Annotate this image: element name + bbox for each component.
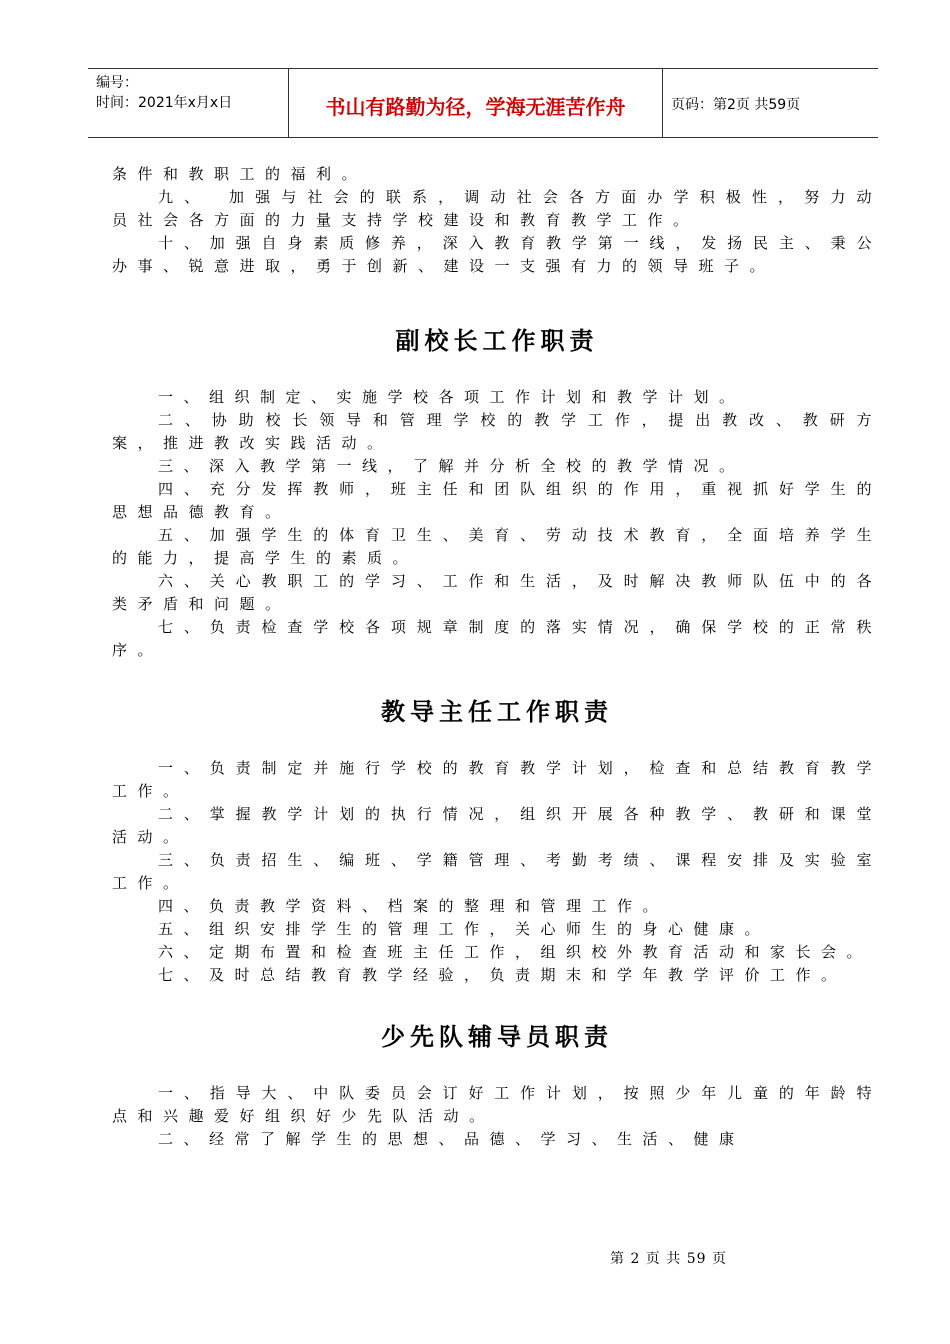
body-paragraph: 条件和教职工的福利。 [112, 165, 368, 183]
section-title: 少先队辅导员职责 [381, 1023, 613, 1051]
header-motto: 书山有路勤为径，学海无涯苦作舟 [325, 95, 626, 119]
section-title: 副校长工作职责 [395, 327, 599, 355]
page-footer: 第 2 页 共 59 页 [610, 1251, 727, 1267]
header-meta [96, 73, 232, 113]
duty-item: 二、协助校长领导和管理学校的教学工作，提出教改、教研方案，推进教改实践活动。 [112, 411, 882, 452]
body-paragraph: 九、 加强与社会的联系，调动社会各方面办学积极性，努力动员社会各方面的力量支持学校建设和教育教学工作。 [112, 188, 882, 229]
duty-item: 一、负责制定并施行学校的教育教学计划，检查和总结教育教学工作。 [112, 759, 882, 800]
duty-item: 二、经常了解学生的思想、品德、学习、生活、健康 [158, 1130, 745, 1148]
section-title: 教导主任工作职责 [381, 698, 613, 726]
body-paragraph: 十、加强自身素质修养，深入教育教学第一线，发扬民主、秉公办事、锐意进取，勇于创新、建设一支强有力的领导班子。 [112, 234, 882, 275]
header-page-info: 页码：第2页 共59页 [671, 97, 801, 113]
duty-item: 一、组织制定、实施学校各项工作计划和教学计划。 [158, 388, 745, 406]
document-body [112, 163, 882, 1151]
code-label: 编号： [96, 75, 138, 91]
duty-item: 二、掌握教学计划的执行情况，组织开展各种教学、教研和课堂活动。 [112, 805, 882, 846]
duty-item: 五、组织安排学生的管理工作，关心师生的身心健康。 [158, 920, 771, 938]
time-label: 时间：2021年x月x日 [96, 95, 233, 111]
duty-item: 六、定期布置和检查班主任工作，组织校外教育活动和家长会。 [158, 943, 873, 961]
duty-item: 三、深入教学第一线，了解并分析全校的教学情况。 [158, 457, 745, 475]
duty-item: 七、及时总结教育教学经验，负责期末和学年教学评价工作。 [158, 966, 847, 984]
duty-item: 六、关心教职工的学习、工作和生活，及时解决教师队伍中的各类矛盾和问题。 [112, 572, 882, 613]
duty-item: 四、充分发挥教师，班主任和团队组织的作用，重视抓好学生的思想品德教育。 [112, 480, 882, 521]
duty-item: 一、指导大、中队委员会订好工作计划，按照少年儿童的年龄特点和兴趣爱好组织好少先队活动。 [112, 1084, 882, 1125]
document-header [88, 68, 878, 138]
duty-item: 五、加强学生的体育卫生、美育、劳动技术教育，全面培养学生的能力，提高学生的素质。 [112, 526, 882, 567]
duty-item: 七、负责检查学校各项规章制度的落实情况，确保学校的正常秩序。 [112, 618, 882, 659]
duty-item: 三、负责招生、编班、学籍管理、考勤考绩、课程安排及实验室工作。 [112, 851, 882, 892]
duty-item: 四、负责教学资料、档案的整理和管理工作。 [158, 897, 669, 915]
